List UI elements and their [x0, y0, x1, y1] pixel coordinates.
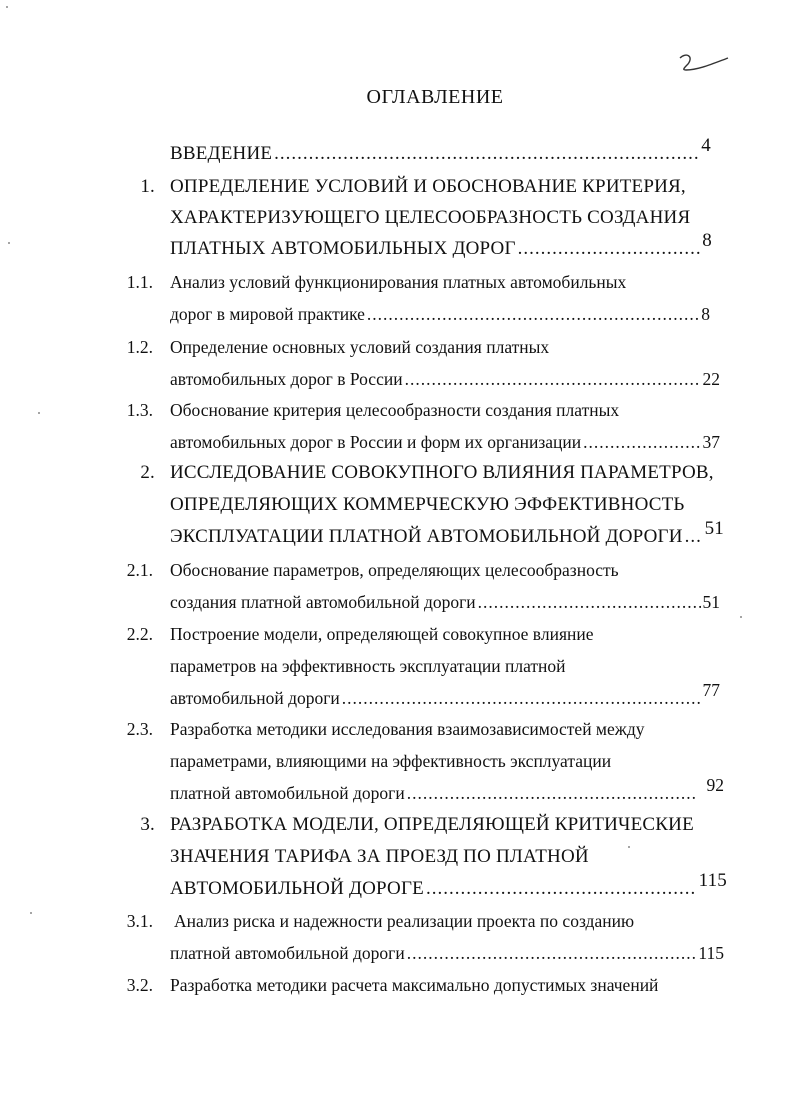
- toc-entry-line: [0, 870, 794, 908]
- toc-page-number: 37: [702, 432, 720, 452]
- toc-entry-section-3: [0, 814, 794, 844]
- toc-entry-line: [0, 369, 794, 399]
- toc-entry-3-2: [0, 975, 794, 1005]
- toc-leader: [407, 943, 697, 964]
- scan-speck: [8, 242, 10, 244]
- toc-entry-text: параметров на эффективность эксплуатации платной: [170, 656, 566, 676]
- toc-entry-text: ВВЕДЕНИЕ: [170, 143, 273, 164]
- toc-entry-text: платной автомобильной дороги: [170, 943, 405, 963]
- toc-entry-3-1: [0, 911, 794, 941]
- scan-speck: [30, 912, 32, 914]
- toc-entry-2-1: [0, 560, 794, 590]
- toc-page-number: 8: [701, 304, 710, 324]
- toc-entry-text: автомобильных дорог в России и форм их организации: [170, 432, 582, 452]
- toc-entry-text: Определение основных условий создания платных: [170, 337, 550, 357]
- toc-entry-text: создания платной автомобильной дороги: [170, 592, 476, 612]
- toc-entry-1-1: [0, 272, 794, 302]
- toc-entry-line: [0, 775, 794, 813]
- toc-entry-text: Разработка методики исследования взаимозависимостей между: [170, 719, 645, 739]
- toc-entry-text: Разработка методики расчета максимально допустимых значений: [170, 975, 659, 995]
- toc-entry-text: параметрами, влияющими на эффективность эксплуатации: [170, 751, 612, 771]
- toc-entry-line: [0, 230, 794, 268]
- toc-entry-line: [0, 494, 794, 524]
- toc-number: 3.: [140, 814, 155, 835]
- toc-number: 2.2.: [126, 624, 153, 644]
- toc-leader: [478, 592, 701, 613]
- toc-entry-line: [0, 432, 794, 462]
- toc-leader: [685, 526, 703, 548]
- toc-page-number: 77: [702, 680, 720, 700]
- toc-entry-section-2: [0, 462, 794, 492]
- toc-page-number: 115: [698, 943, 724, 963]
- toc-entry-text: платной автомобильной дороги: [170, 783, 405, 803]
- toc-entry-section-1: [0, 176, 794, 206]
- toc-leader: [274, 143, 699, 165]
- toc-leader: [583, 432, 700, 453]
- toc-entry-1-2: [0, 337, 794, 367]
- toc-entry-line: [0, 304, 794, 334]
- toc-leader: [407, 783, 695, 804]
- toc-page-number: 51: [704, 518, 724, 539]
- scan-speck: [740, 616, 742, 618]
- toc-leader: [367, 304, 699, 325]
- toc-entry-1-3: [0, 400, 794, 430]
- toc-entry-text: ЗНАЧЕНИЯ ТАРИФА ЗА ПРОЕЗД ПО ПЛАТНОЙ: [170, 846, 589, 867]
- toc-entry-line: [0, 943, 794, 973]
- toc-page-number: 4: [701, 135, 711, 156]
- scan-speck: [628, 846, 630, 848]
- toc-number: 1.: [140, 176, 155, 197]
- toc-leader: [518, 238, 701, 260]
- toc-entry-text: ХАРАКТЕРИЗУЮЩЕГО ЦЕЛЕСООБРАЗНОСТЬ СОЗДАНИЯ: [170, 207, 691, 228]
- toc-entry-text: Анализ риска и надежности реализации проекта по созданию: [174, 911, 635, 931]
- toc-entry-text: ОПРЕДЕЛЯЮЩИХ КОММЕРЧЕСКУЮ ЭФФЕКТИВНОСТЬ: [170, 494, 685, 515]
- toc-number: 3.2.: [126, 975, 153, 995]
- toc-entry-text: автомобильной дороги: [170, 688, 340, 708]
- toc-number: 1.2.: [126, 337, 153, 357]
- toc-entry-2-3: [0, 719, 794, 749]
- toc-entry-text: ПЛАТНЫХ АВТОМОБИЛЬНЫХ ДОРОГ: [170, 238, 516, 259]
- toc-entry-text: Обоснование критерия целесообразности создания платных: [170, 400, 620, 420]
- toc-entry-text: автомобильных дорог в России: [170, 369, 403, 389]
- toc-entry-text: ЭКСПЛУАТАЦИИ ПЛАТНОЙ АВТОМОБИЛЬНОЙ ДОРОГИ: [170, 526, 683, 547]
- toc-number: 2.3.: [126, 719, 153, 739]
- toc-page-number: 115: [698, 870, 727, 891]
- toc-page-number: 51: [702, 592, 720, 612]
- toc-number: 1.1.: [126, 272, 153, 292]
- toc-entry-intro: [0, 135, 794, 173]
- toc-entry-text: Анализ условий функционирования платных автомобильных: [170, 272, 627, 292]
- toc-entry-line: [0, 207, 794, 237]
- toc-page-number: 92: [706, 775, 724, 795]
- toc-entry-line: [0, 680, 794, 718]
- toc-entry-line: [0, 656, 794, 686]
- toc-number: 3.1.: [126, 911, 153, 931]
- toc-entry-text: Построение модели, определяющей совокупное влияние: [170, 624, 594, 644]
- toc-entry-text: ОПРЕДЕЛЕНИЕ УСЛОВИЙ И ОБОСНОВАНИЕ КРИТЕРИЯ,: [170, 176, 686, 197]
- toc-page-number: 8: [702, 230, 712, 251]
- toc-entry-line: [0, 592, 794, 622]
- toc-entry-line: [0, 751, 794, 781]
- toc-entry-line: [0, 518, 794, 556]
- toc-entry-text: дорог в мировой практике: [170, 304, 365, 324]
- scan-speck: [6, 6, 8, 8]
- toc-number: 2.1.: [126, 560, 153, 580]
- toc-number: 1.3.: [126, 400, 153, 420]
- toc-leader: [426, 878, 697, 900]
- toc-entry-text: Обоснование параметров, определяющих целесообразность: [170, 560, 619, 580]
- toc-page-number: 22: [702, 369, 720, 389]
- toc-entry-text: РАЗРАБОТКА МОДЕЛИ, ОПРЕДЕЛЯЮЩЕЙ КРИТИЧЕСКИЕ: [170, 814, 694, 835]
- toc-entry-2-2: [0, 624, 794, 654]
- scan-speck: [38, 412, 40, 414]
- page-title: ОГЛАВЛЕНИЕ: [366, 86, 504, 108]
- toc-entry-text: ИССЛЕДОВАНИЕ СОВОКУПНОГО ВЛИЯНИЯ ПАРАМЕТРОВ,: [170, 462, 714, 483]
- toc-entry-text: АВТОМОБИЛЬНОЙ ДОРОГЕ: [170, 878, 424, 899]
- toc-leader: [405, 369, 701, 390]
- toc-leader: [342, 688, 701, 709]
- toc-number: 2.: [140, 462, 155, 483]
- handwritten-page-number: [672, 48, 685, 78]
- toc-entry-line: [0, 846, 794, 876]
